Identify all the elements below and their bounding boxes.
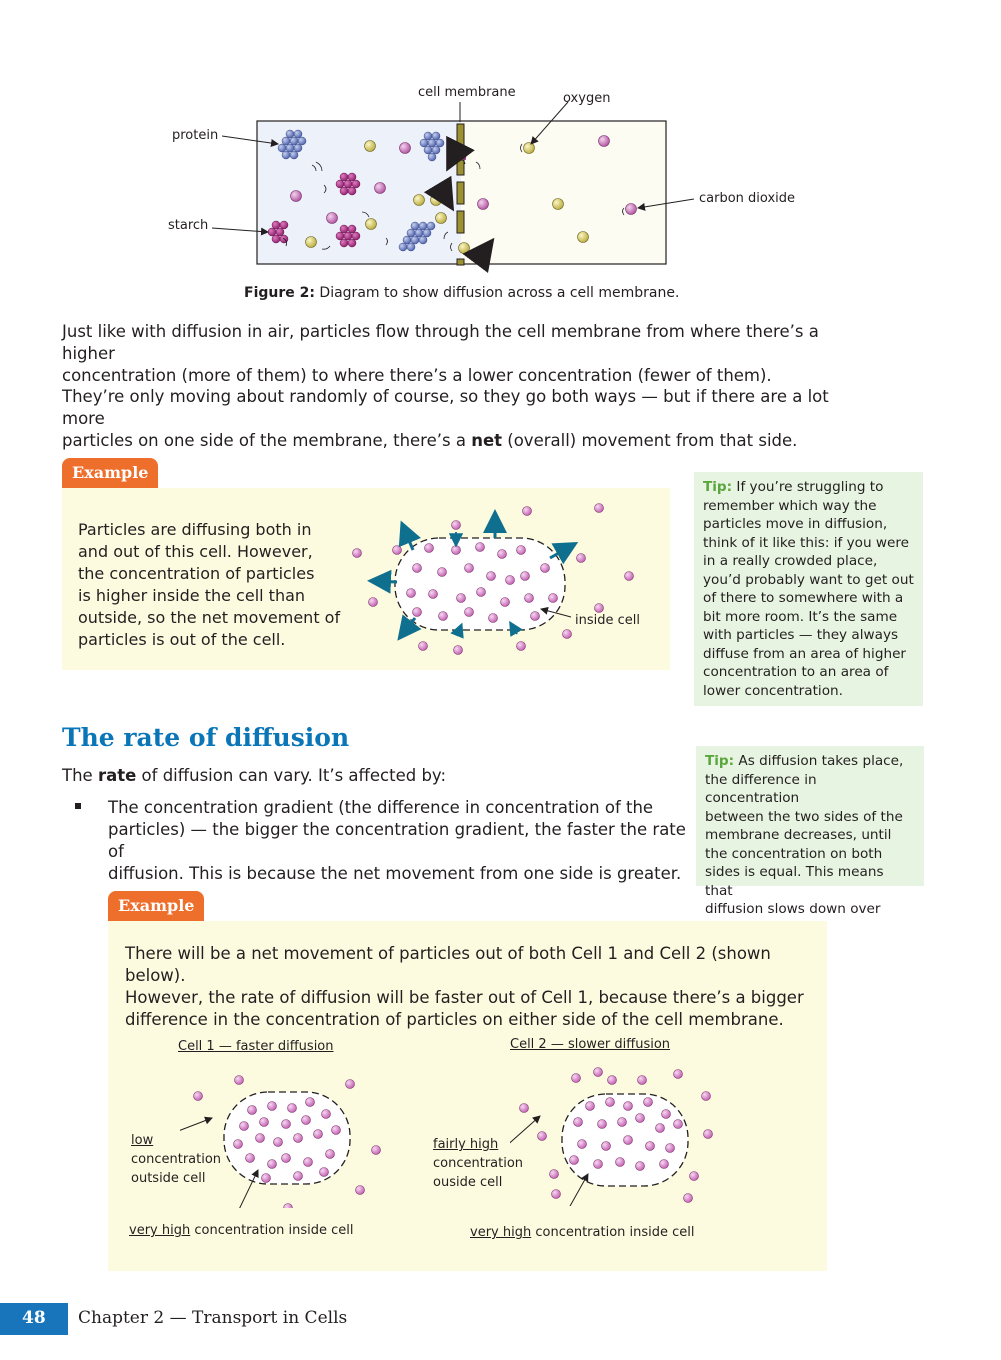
caption-label: Figure 2: [244,285,315,301]
p2-text-b: (overall) movement from that side. [502,431,798,450]
label-inside-cell: inside cell [575,613,640,628]
cell-1-inside-rest: concentration inside cell [190,1223,354,1238]
tip-1-line: concentration to an area of [703,664,889,680]
cell-2-outside-line-2: concentration [433,1156,524,1171]
figure-2 [0,0,1001,310]
tip-2-line: diffusion slows down over [705,901,881,917]
label-protein: protein [172,128,219,143]
p2-bold-net: net [471,431,503,450]
page-number: 48 [22,1308,46,1328]
bullet-marker [75,803,81,809]
tip-2-box [696,746,924,917]
example-2-text [125,943,815,1031]
example-1-line: is higher inside the cell than [78,586,306,605]
tip-1-line: think of it like this: if you were [703,534,910,551]
example-1-line: and out of this cell. However, [78,542,313,561]
tip-1-box [694,472,923,706]
tip-1-line: diffuse from an area of higher [703,645,907,662]
caption-text: Diagram to show diffusion across a cell membrane. [319,285,680,301]
cell-1-outside-low: low [131,1133,154,1148]
paragraph-2-line-2 [62,430,862,452]
tip-1-line-0: If you’re struggling to [732,479,884,495]
paragraph-2-line-1: They’re only moving about randomly of course, so they go both ways — but if there are a lot more [62,387,829,428]
example-1-line: outside, so the net movement of [78,608,341,627]
paragraph-1 [62,321,862,387]
tip-2-line-0: As diffusion takes place, [734,753,904,769]
cell-1-outside-line-3: outside cell [131,1171,206,1186]
cell-2-inside-rest: concentration inside cell [531,1225,695,1240]
cell-2-outside-label [433,1135,523,1192]
cell-1-outside-line-2: concentration [131,1152,222,1167]
cell-1-outline [224,1092,350,1184]
tip-1-line [703,478,914,497]
rate-intro-b: of diffusion can vary. It’s affected by: [136,766,447,785]
example-1-cell-diagram [345,498,665,668]
tip-2-line: membrane decreases, until [705,827,892,843]
cell-1-inside-label [129,1223,354,1238]
bullet-line: particles) — the bigger the concentration gradient, the faster the rate of [108,820,686,861]
tip-1-line: remember which way the [703,497,877,514]
tip-2-line: the concentration on both [705,845,883,862]
tip-2-line [705,752,915,771]
example-2-line: difference in the concentration of particles on either side of the cell membrane. [125,1010,784,1029]
example-1-line: the concentration of particles [78,564,315,583]
label-oxygen: oxygen [563,91,611,106]
tip-2-head: Tip: [705,753,735,769]
cell-2-diagram [510,1066,770,1206]
example-2-tag: Example [108,891,204,921]
example-2-line: However, the rate of diffusion will be faster out of Cell 1, because there’s a bigger [125,988,804,1007]
example-2-line: There will be a net movement of particles out of both Cell 1 and Cell 2 (shown below). [125,944,771,985]
section-heading: The rate of diffusion [62,723,350,752]
rate-intro-a: The [62,766,98,785]
bullet-line: The concentration gradient (the difference in concentration of the [108,798,654,817]
paragraph-1-line-1: Just like with diffusion in air, particles flow through the cell membrane from where there’s a higher [62,322,819,363]
tip-2-line: between the two sides of the [705,808,903,825]
example-1-line: particles is out of the cell. [78,630,286,649]
tip-1-line: lower concentration. [703,682,843,699]
cell-2-outside-fairly-high: fairly high [433,1137,499,1152]
bullet-text [108,797,688,885]
cell-1-inside-very-high: very high [129,1223,191,1238]
bullet-line: diffusion. This is because the net movement from one side is greater. [108,864,682,883]
label-starch: starch [168,218,209,233]
cell-2-inside-very-high: very high [470,1225,532,1240]
paragraph-1-line-2: concentration (more of them) to where there’s a lower concentration (fewer of them). [62,366,772,385]
tip-1-line: in a really crowded place, [703,553,878,569]
tip-1-line: of there to somewhere with a [703,590,904,606]
tip-1-line: you’d probably want to get out [703,571,914,588]
rate-intro [62,765,446,787]
cell-2-inside-label [470,1225,695,1240]
paragraph-2 [62,386,862,452]
example-1-tag: Example [62,458,158,488]
p2-text-a: particles on one side of the membrane, there’s a [62,431,472,450]
figure-caption [244,285,679,301]
particles [353,504,634,655]
example-1-text [78,519,348,651]
tip-2-line: the difference in concentration [705,771,817,806]
cell-1-outside-label [131,1131,221,1188]
cell-1-title: Cell 1 — faster diffusion [178,1039,334,1054]
figure-2-diagram [0,0,1001,280]
label-cell-membrane: cell membrane [418,85,516,100]
tip-2-line: sides is equal. This means that [705,864,884,899]
example-1-line: Particles are diffusing both in [78,520,312,539]
tip-1-line: with particles — they always [703,627,899,643]
tip-1-head: Tip: [703,479,733,495]
tip-1-line: particles move in diffusion, [703,516,888,532]
label-carbon-dioxide: carbon dioxide [699,191,796,206]
rate-intro-bold: rate [97,766,137,785]
cell-2-title: Cell 2 — slower diffusion [510,1037,671,1052]
tip-1-line: bit more room. It’s the same [703,608,898,625]
chapter-title: Chapter 2 — Transport in Cells [78,1308,348,1328]
cell-2-outside-line-3: ouside cell [433,1175,503,1190]
